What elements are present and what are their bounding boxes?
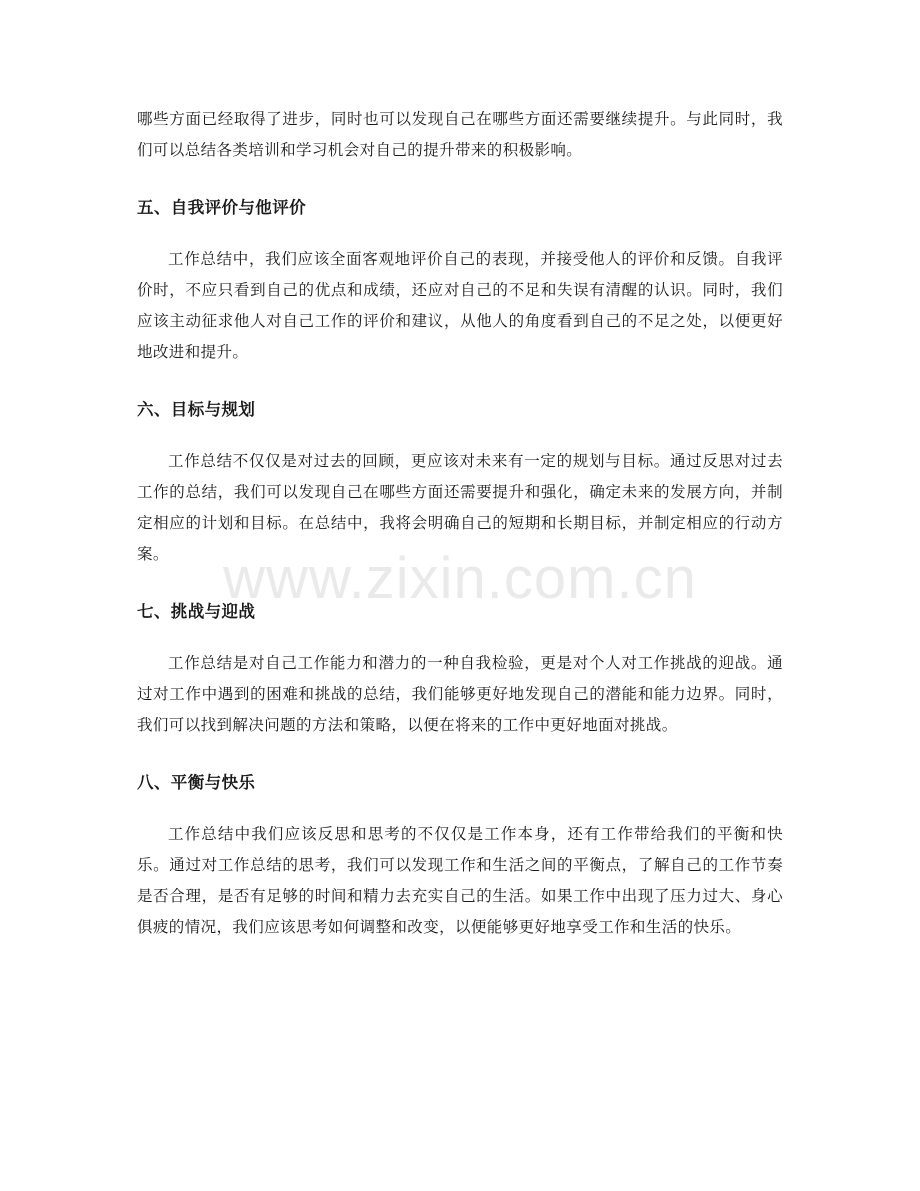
section-body-7: 工作总结是对自己工作能力和潜力的一种自我检验，更是对个人对工作挑战的迎战。通过对工作中遇到的困难和挑战的总结，我们能够更好地发现自己的潜能和能力边界。同时，我们可以找到解决问题的方法和策略，以便在将来的工作中更好地面对挑战。 <box>137 654 783 734</box>
section-body-8: 工作总结中我们应该反思和思考的不仅仅是工作本身，还有工作带给我们的平衡和快乐。通过对工作总结的思考，我们可以发现工作和生活之间的平衡点，了解自己的工作节奏是否合理，是否有足够的时间和精力去充实自己的生活。如果工作中出现了压力过大、身心俱疲的情况，我们应该思考如何调整和改变，以便能够更好地享受工作和生活的快乐。 <box>137 825 783 936</box>
intro-paragraph: 哪些方面已经取得了进步，同时也可以发现自己在哪些方面还需要继续提升。与此同时，我们可以总结各类培训和学习机会对自己的提升带来的积极影响。 <box>137 110 783 159</box>
section-heading-5: 五、自我评价与他评价 <box>137 198 306 217</box>
section-heading-8: 八、平衡与快乐 <box>137 773 256 792</box>
document-body <box>137 104 783 943</box>
watermark: www.zixin.com.cn <box>223 546 697 611</box>
section-body-6: 工作总结不仅仅是对过去的回顾，更应该对未来有一定的规划与目标。通过反思对过去工作的总结，我们可以发现自己在哪些方面还需要提升和强化，确定未来的发展方向，并制定相应的计划和目标。在总结中，我将会明确自己的短期和长期目标，并制定相应的行动方案。 <box>137 452 783 563</box>
section-heading-6: 六、目标与规划 <box>137 400 256 419</box>
section-heading-7: 七、挑战与迎战 <box>137 602 256 621</box>
section-body-5: 工作总结中，我们应该全面客观地评价自己的表现，并接受他人的评价和反馈。自我评价时，不应只看到自己的优点和成绩，还应对自己的不足和失误有清醒的认识。同时，我们应该主动征求他人对自己工作的评价和建议，从他人的角度看到自己的不足之处，以便更好地改进和提升。 <box>137 250 783 361</box>
